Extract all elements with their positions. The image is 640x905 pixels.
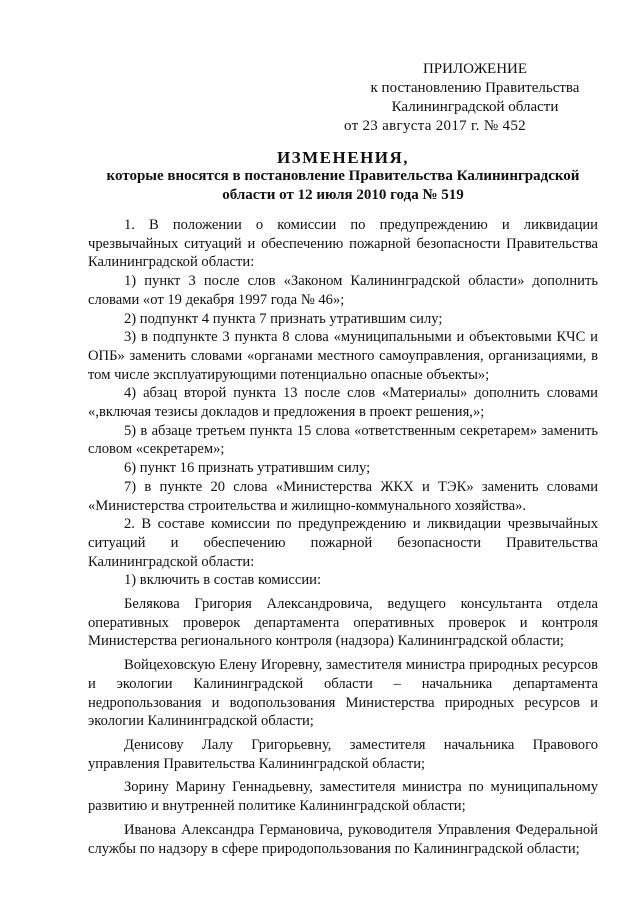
appendix-header xyxy=(300,60,610,136)
paragraph-11: Белякова Григория Александровича, ведущего консультанта отдела оперативных проверок департамента оперативных проверок и контроля Министерства регионального контроля (надзора) Калининградской области; xyxy=(88,596,598,650)
paragraph-2: 1) пункт 3 после слов «Законом Калининградской области» дополнить словами «от 19 декабря 1997 года № 46»; xyxy=(88,273,598,308)
paragraph-4: 3) в подпункте 3 пункта 8 слова «муниципальными и объектовыми КЧС и ОПБ» заменить словами «органами местного самоуправления, организациями, в том числе эксплуатирующими потенциально опасные объекты»; xyxy=(88,329,598,383)
paragraph-14: Зорину Марину Геннадьевну, заместителя министра по муниципальному развитию и внутренней политике Калининградской области; xyxy=(88,779,598,815)
heading-main: ИЗМЕНЕНИЯ, xyxy=(276,148,410,167)
document-heading xyxy=(88,148,598,205)
heading-sub-2: области от 12 июля 2010 года № 519 xyxy=(222,187,464,203)
paragraph-3: 2) подпункт 4 пункта 7 признать утратившим силу; xyxy=(124,310,443,327)
paragraph-13: Денисову Лалу Григорьевну, заместителя начальника Правового управления Правительства Калининградской области; xyxy=(88,736,598,772)
paragraph-15: Иванова Александра Германовича, руководителя Управления Федеральной службы по надзору в сфере природопользования по Калининградской области; xyxy=(88,821,598,857)
appendix-title: ПРИЛОЖЕНИЕ xyxy=(422,61,528,77)
appendix-line-1: к постановлению Правительства xyxy=(370,80,580,96)
paragraph-7: 6) пункт 16 признать утратившим силу; xyxy=(124,460,371,477)
paragraph-8: 7) в пункте 20 слова «Министерства ЖКХ и ТЭК» заменить словами «Министерства строительства и жилищно-коммунального хозяйства». xyxy=(88,478,598,514)
appendix-line-2: Калининградской области xyxy=(391,99,559,115)
paragraph-12: Войцеховскую Елену Игоревну, заместителя министра природных ресурсов и экологии Калининградской области – начальника департамента недропользования и водопользования Министерства природных ресурсов и экологии Калининградской области; xyxy=(88,657,598,730)
paragraph-9: 2. В составе комиссии по предупреждению и ликвидации чрезвычайных ситуаций и обеспечению пожарной безопасности Правительства Калининградской области: xyxy=(88,516,598,570)
paragraph-1: 1. В положении о комиссии по предупреждению и ликвидации чрезвычайных ситуаций и обеспечению пожарной безопасности Правительства Калининградской области: xyxy=(88,217,598,271)
heading-sub-1: которые вносятся в постановление Правительства Калининградской xyxy=(106,168,580,184)
appendix-date: от 23 августа 2017 г. № 452 xyxy=(344,118,526,134)
paragraph-5: 4) абзац второй пункта 13 после слов «Материалы» дополнить словами «,включая тезисы докладов и предложения в проект решения,»; xyxy=(88,385,598,421)
paragraph-6: 5) в абзаце третьем пункта 15 слова «ответственным секретарем» заменить словом «секретарем»; xyxy=(88,422,598,458)
document-body xyxy=(88,216,598,858)
paragraph-10: 1) включить в состав комиссии: xyxy=(124,572,322,589)
